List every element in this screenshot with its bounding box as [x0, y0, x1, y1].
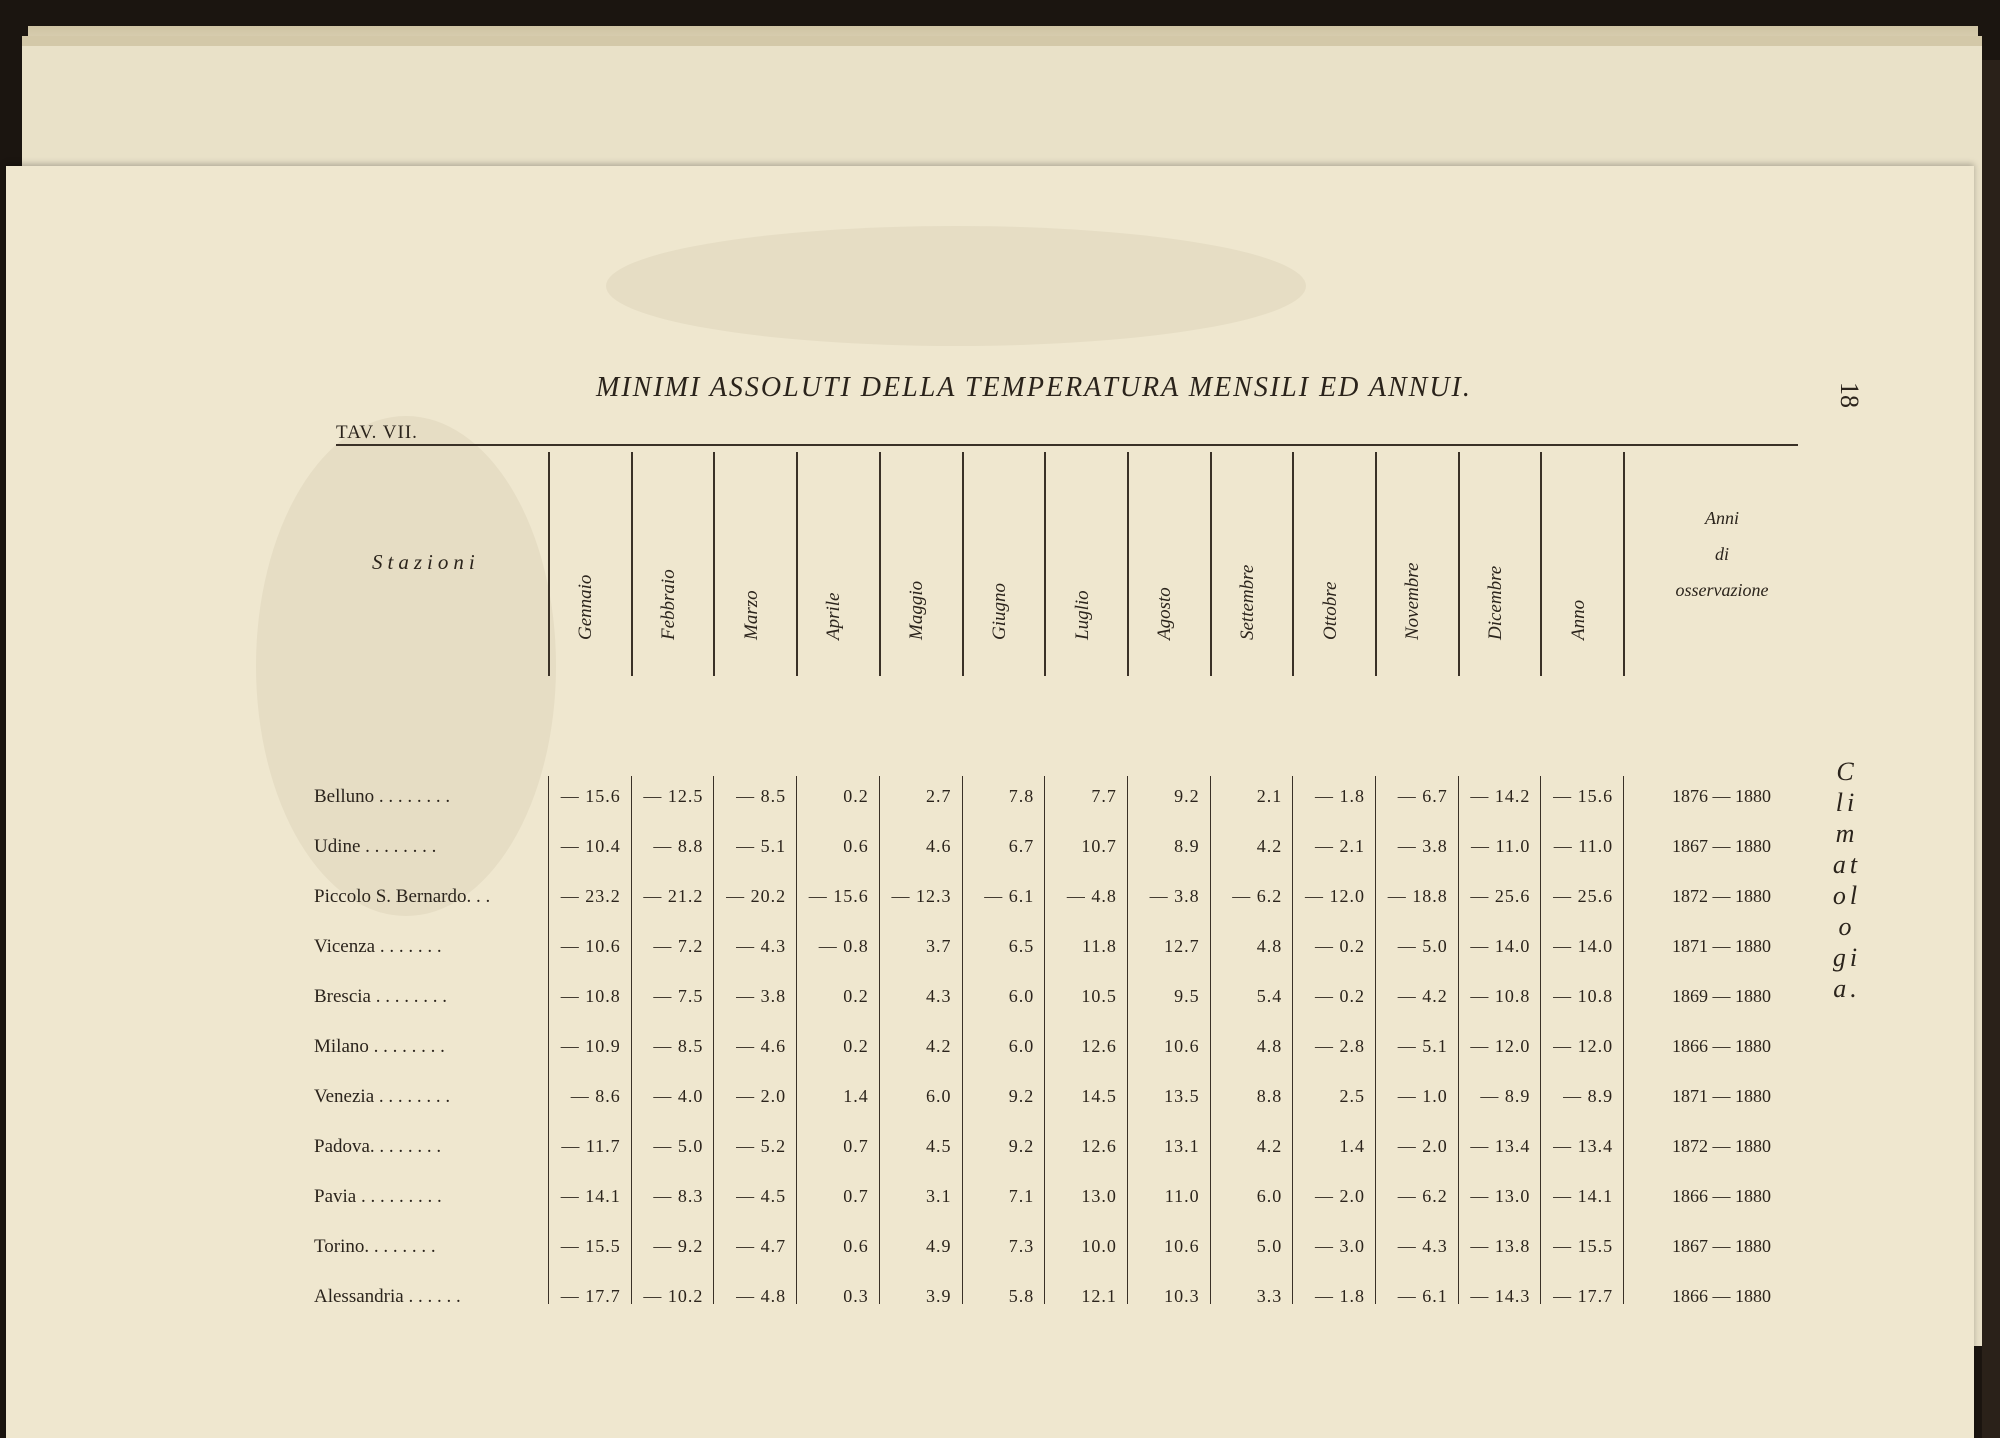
temperature-cell: 14.5 — [1081, 1086, 1117, 1106]
temperature-cell: — 5.1 — [1397, 1036, 1448, 1056]
temperature-cell: — 12.0 — [1304, 886, 1365, 906]
temperature-cell: — 8.5 — [736, 786, 787, 806]
station-name: Pavia . . . . . . . . . — [314, 1186, 442, 1207]
temperature-cell: — 14.1 — [560, 1186, 621, 1206]
station-name: Vicenza . . . . . . . — [314, 936, 442, 957]
temperature-cell: 6.0 — [1008, 986, 1035, 1006]
temperature-cell: — 10.4 — [560, 836, 621, 856]
temperature-cell: — 8.5 — [653, 1036, 704, 1056]
observation-years: 1872 — 1880 — [1672, 886, 1771, 906]
month-header: Gennaio — [575, 574, 597, 640]
table-row — [0, 876, 2000, 926]
temperature-cell: 11.8 — [1082, 936, 1117, 956]
station-name: Milano . . . . . . . . — [314, 1036, 445, 1057]
temperature-cell: 6.7 — [1008, 836, 1035, 856]
temperature-cell: — 4.8 — [736, 1286, 787, 1306]
temperature-cell: 9.5 — [1174, 986, 1200, 1006]
temperature-cell: — 25.6 — [1553, 886, 1614, 906]
header-column-divider — [1540, 452, 1542, 676]
observation-years: 1867 — 1880 — [1672, 1236, 1771, 1256]
temperature-cell: — 2.8 — [1314, 1036, 1365, 1056]
table-row — [0, 1026, 2000, 1076]
temperature-cell: — 1.8 — [1314, 786, 1365, 806]
month-header: Maggio — [906, 580, 928, 640]
header-column-divider — [1127, 452, 1129, 676]
temperature-cell: — 2.1 — [1314, 836, 1365, 856]
header-column-divider — [1623, 452, 1625, 676]
temperature-cell: — 11.0 — [1553, 836, 1614, 856]
month-header: Settembre — [1236, 564, 1258, 640]
temperature-cell: — 12.3 — [891, 886, 952, 906]
temperature-cell: — 8.3 — [653, 1186, 704, 1206]
header-column-divider — [1458, 452, 1460, 676]
temperature-cell: — 13.8 — [1470, 1236, 1531, 1256]
temperature-cell: — 12.0 — [1553, 1036, 1614, 1056]
observation-years: 1872 — 1880 — [1672, 1136, 1771, 1156]
temperature-cell: — 15.6 — [1553, 786, 1614, 806]
header-rule — [336, 444, 1798, 446]
temperature-cell: — 13.4 — [1553, 1136, 1614, 1156]
temperature-cell: 10.0 — [1081, 1236, 1117, 1256]
temperature-cell: — 5.1 — [736, 836, 787, 856]
table-label: TAV. VII. — [336, 422, 418, 443]
temperature-cell: 10.6 — [1164, 1236, 1200, 1256]
temperature-cell: 10.5 — [1081, 986, 1117, 1006]
temperature-cell: — 4.3 — [1397, 1236, 1448, 1256]
table-row — [0, 1176, 2000, 1226]
month-header: Ottobre — [1319, 581, 1341, 640]
temperature-cell: 10.6 — [1164, 1036, 1200, 1056]
temperature-cell: — 7.5 — [653, 986, 704, 1006]
header-column-divider — [1044, 452, 1046, 676]
temperature-cell: — 10.9 — [560, 1036, 621, 1056]
years-header-line: Anni — [1705, 508, 1739, 528]
temperature-cell: — 0.2 — [1314, 936, 1365, 956]
temperature-cell: 5.8 — [1008, 1286, 1035, 1306]
header-column-divider — [631, 452, 633, 676]
temperature-cell: 11.0 — [1164, 1186, 1200, 1206]
temperature-cell: 6.0 — [1256, 1186, 1283, 1206]
temperature-cell: — 4.2 — [1397, 986, 1448, 1006]
temperature-cell: — 6.1 — [1397, 1286, 1448, 1306]
temperature-cell: — 15.6 — [808, 886, 869, 906]
temperature-cell: 4.8 — [1256, 936, 1283, 956]
temperature-cell: 4.5 — [925, 1136, 952, 1156]
temperature-cell: — 17.7 — [560, 1286, 621, 1306]
temperature-cell: — 8.9 — [1563, 1086, 1614, 1106]
temperature-cell: 7.3 — [1008, 1236, 1035, 1256]
observation-years: 1871 — 1880 — [1672, 936, 1771, 956]
month-header: Novembre — [1402, 562, 1424, 640]
temperature-cell: 4.8 — [1256, 1036, 1283, 1056]
station-name: Venezia . . . . . . . . — [314, 1086, 451, 1107]
temperature-cell: — 6.2 — [1397, 1186, 1448, 1206]
temperature-cell: — 14.0 — [1470, 936, 1531, 956]
temperature-cell: — 1.8 — [1314, 1286, 1365, 1306]
temperature-cell: 6.5 — [1008, 936, 1035, 956]
station-name: Belluno . . . . . . . . — [314, 786, 451, 807]
temperature-cell: — 5.0 — [1397, 936, 1448, 956]
temperature-cell: — 10.8 — [1553, 986, 1614, 1006]
table-row — [0, 1276, 2000, 1326]
header-column-divider — [879, 452, 881, 676]
temperature-cell: — 10.8 — [560, 986, 621, 1006]
temperature-cell: 6.0 — [925, 1086, 952, 1106]
header-column-divider — [1210, 452, 1212, 676]
table-row — [0, 1226, 2000, 1276]
temperature-cell: 12.1 — [1081, 1286, 1117, 1306]
temperature-cell: — 2.0 — [1397, 1136, 1448, 1156]
temperature-cell: 1.4 — [843, 1086, 869, 1106]
temperature-cell: — 13.4 — [1470, 1136, 1531, 1156]
temperature-cell: 9.2 — [1174, 786, 1200, 806]
month-header: Febbraio — [658, 569, 680, 640]
temperature-cell: 3.9 — [925, 1286, 952, 1306]
temperature-cell: 0.7 — [843, 1186, 869, 1206]
paper-stain — [606, 226, 1306, 346]
table-row — [0, 926, 2000, 976]
month-header: Marzo — [740, 590, 762, 640]
month-header: Giugno — [988, 583, 1010, 640]
temperature-cell: 0.7 — [843, 1136, 869, 1156]
temperature-cell: — 9.2 — [653, 1236, 704, 1256]
temperature-cell: — 8.8 — [653, 836, 704, 856]
observation-years: 1871 — 1880 — [1672, 1086, 1771, 1106]
header-column-divider — [1375, 452, 1377, 676]
temperature-cell: — 7.2 — [653, 936, 704, 956]
temperature-cell: — 14.0 — [1553, 936, 1614, 956]
temperature-cell: 4.2 — [925, 1036, 952, 1056]
temperature-cell: — 11.7 — [561, 1136, 621, 1156]
table-row — [0, 776, 2000, 826]
station-name: Udine . . . . . . . . — [314, 836, 437, 857]
temperature-cell: — 6.1 — [984, 886, 1035, 906]
temperature-cell: — 4.6 — [736, 1036, 787, 1056]
temperature-cell: 0.6 — [843, 1236, 869, 1256]
side-section-label: Climatologia. — [1832, 757, 1862, 1003]
temperature-cell: — 4.5 — [736, 1186, 787, 1206]
temperature-cell: — 4.3 — [736, 936, 787, 956]
temperature-cell: — 14.2 — [1470, 786, 1531, 806]
temperature-cell: 4.6 — [925, 836, 952, 856]
temperature-cell: 0.6 — [843, 836, 869, 856]
temperature-cell: — 3.8 — [736, 986, 787, 1006]
temperature-cell: 0.2 — [843, 1036, 869, 1056]
temperature-cell: 4.2 — [1256, 1136, 1283, 1156]
stations-header: Stazioni — [372, 550, 480, 574]
temperature-cell: — 14.1 — [1553, 1186, 1614, 1206]
temperature-cell: 0.2 — [843, 786, 869, 806]
temperature-cell: — 3.8 — [1149, 886, 1200, 906]
month-header: Agosto — [1154, 587, 1176, 640]
table-row — [0, 976, 2000, 1026]
month-header: Luglio — [1071, 590, 1093, 640]
temperature-cell: — 3.0 — [1314, 1236, 1365, 1256]
header-column-divider — [548, 452, 550, 676]
station-name: Piccolo S. Bernardo. . . — [314, 886, 491, 907]
temperature-cell: 9.2 — [1008, 1086, 1035, 1106]
years-header-line: di — [1714, 544, 1729, 564]
years-header-line: osservazione — [1675, 580, 1769, 600]
temperature-cell: 7.7 — [1091, 786, 1117, 806]
temperature-cell: 3.7 — [925, 936, 952, 956]
temperature-cell: 4.2 — [1256, 836, 1283, 856]
temperature-cell: 8.8 — [1256, 1086, 1283, 1106]
month-header: Anno — [1567, 599, 1589, 640]
temperature-cell: — 4.0 — [653, 1086, 704, 1106]
header-column-divider — [796, 452, 798, 676]
temperature-cell: — 23.2 — [560, 886, 621, 906]
station-name: Torino. . . . . . . . — [314, 1236, 436, 1257]
temperature-cell: 4.9 — [925, 1236, 952, 1256]
station-name: Alessandria . . . . . . — [314, 1286, 461, 1307]
temperature-cell: 5.4 — [1256, 986, 1283, 1006]
table-row — [0, 1076, 2000, 1126]
temperature-cell: 3.1 — [925, 1186, 952, 1206]
observation-years: 1867 — 1880 — [1672, 836, 1771, 856]
temperature-cell: — 0.8 — [818, 936, 869, 956]
month-header: Aprile — [823, 592, 845, 640]
observation-years: 1866 — 1880 — [1672, 1036, 1771, 1056]
month-header: Dicembre — [1485, 565, 1507, 640]
station-name: Brescia . . . . . . . . — [314, 986, 447, 1007]
page-title: MINIMI ASSOLUTI DELLA TEMPERATURA MENSILI ED ANNUI. — [596, 372, 1472, 403]
temperature-cell: 7.8 — [1008, 786, 1035, 806]
temperature-cell: 7.1 — [1008, 1186, 1035, 1206]
header-column-divider — [962, 452, 964, 676]
temperature-cell: — 2.0 — [1314, 1186, 1365, 1206]
temperature-cell: — 4.8 — [1066, 886, 1117, 906]
temperature-cell: 12.6 — [1081, 1136, 1117, 1156]
temperature-cell: 0.2 — [843, 986, 869, 1006]
temperature-cell: 10.3 — [1164, 1286, 1200, 1306]
temperature-cell: 13.5 — [1164, 1086, 1200, 1106]
temperature-cell: — 15.5 — [1553, 1236, 1614, 1256]
temperature-cell: 3.3 — [1256, 1286, 1283, 1306]
temperature-cell: — 10.8 — [1470, 986, 1531, 1006]
temperature-cell: — 0.2 — [1314, 986, 1365, 1006]
temperature-cell: 13.1 — [1164, 1136, 1200, 1156]
temperature-cell: — 10.6 — [560, 936, 621, 956]
temperature-cell: 4.3 — [925, 986, 952, 1006]
temperature-cell: 0.3 — [843, 1286, 869, 1306]
temperature-cell: 5.0 — [1256, 1236, 1283, 1256]
temperature-cell: 2.1 — [1256, 786, 1283, 806]
temperature-cell: — 15.5 — [560, 1236, 621, 1256]
temperature-cell: 2.5 — [1339, 1086, 1365, 1106]
temperature-cell: — 5.2 — [736, 1136, 787, 1156]
temperature-cell: — 25.6 — [1470, 886, 1531, 906]
temperature-cell: — 5.0 — [653, 1136, 704, 1156]
header-column-divider — [1292, 452, 1294, 676]
years-header — [1652, 500, 1792, 608]
observation-years: 1866 — 1880 — [1672, 1186, 1771, 1206]
temperature-cell: — 15.6 — [560, 786, 621, 806]
temperature-cell: — 18.8 — [1387, 886, 1448, 906]
temperature-cell: — 12.5 — [643, 786, 704, 806]
temperature-cell: — 14.3 — [1470, 1286, 1531, 1306]
temperature-cell: 12.7 — [1164, 936, 1200, 956]
temperature-cell: 12.6 — [1081, 1036, 1117, 1056]
temperature-cell: — 3.8 — [1397, 836, 1448, 856]
temperature-cell: 10.7 — [1081, 836, 1117, 856]
temperature-cell: — 10.2 — [643, 1286, 704, 1306]
temperature-cell: 2.7 — [925, 786, 952, 806]
temperature-cell: — 8.9 — [1480, 1086, 1531, 1106]
temperature-cell: — 6.2 — [1232, 886, 1283, 906]
temperature-cell: 6.0 — [1008, 1036, 1035, 1056]
temperature-cell: — 4.7 — [736, 1236, 787, 1256]
temperature-cell: — 11.0 — [1471, 836, 1531, 856]
header-column-divider — [713, 452, 715, 676]
table-row — [0, 1126, 2000, 1176]
temperature-cell: — 13.0 — [1470, 1186, 1531, 1206]
temperature-cell: — 8.6 — [570, 1086, 621, 1106]
temperature-cell: 8.9 — [1174, 836, 1200, 856]
temperature-cell: — 2.0 — [736, 1086, 787, 1106]
observation-years: 1866 — 1880 — [1672, 1286, 1771, 1306]
page-number: 18 — [1835, 382, 1864, 408]
temperature-cell: — 12.0 — [1470, 1036, 1531, 1056]
temperature-cell: 13.0 — [1081, 1186, 1117, 1206]
temperature-cell: 9.2 — [1008, 1136, 1035, 1156]
observation-years: 1876 — 1880 — [1672, 786, 1771, 806]
table-row — [0, 826, 2000, 876]
temperature-cell: — 6.7 — [1397, 786, 1448, 806]
temperature-cell: 1.4 — [1339, 1136, 1365, 1156]
temperature-cell: — 1.0 — [1397, 1086, 1448, 1106]
observation-years: 1869 — 1880 — [1672, 986, 1771, 1006]
temperature-cell: — 20.2 — [726, 886, 787, 906]
temperature-cell: — 17.7 — [1553, 1286, 1614, 1306]
station-name: Padova. . . . . . . . — [314, 1136, 442, 1157]
temperature-cell: — 21.2 — [643, 886, 704, 906]
